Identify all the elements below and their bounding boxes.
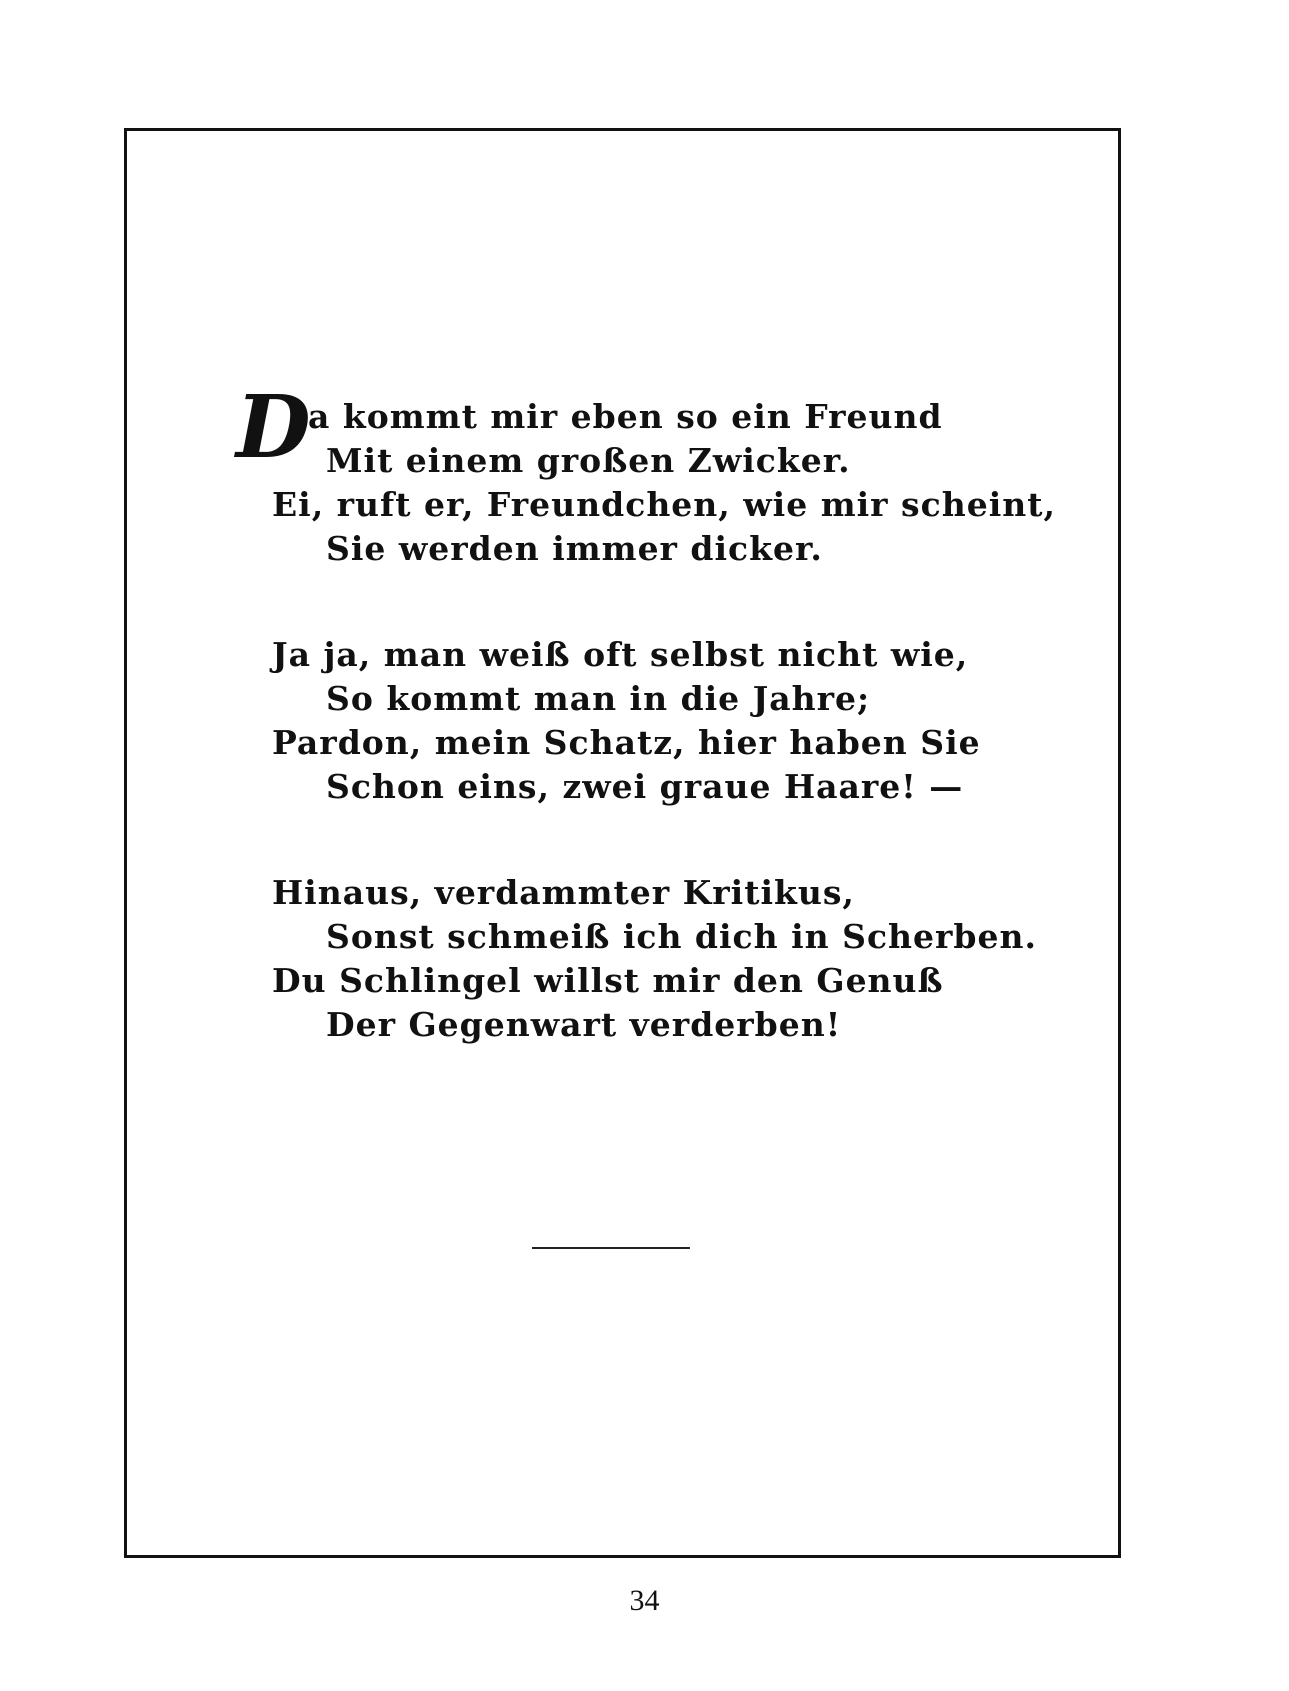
poem-line: Mit einem großen Zwicker. bbox=[326, 441, 851, 480]
page-number: 34 bbox=[629, 1584, 660, 1617]
stanza-2 bbox=[272, 633, 1012, 809]
stanza-3 bbox=[272, 871, 1037, 1047]
poem-line: Ei, ruft er, Freundchen, wie mir scheint, bbox=[272, 485, 1056, 524]
poem-line: So kommt man in die Jahre; bbox=[326, 679, 871, 718]
poem-line: Schon eins, zwei graue Haare! — bbox=[326, 767, 964, 806]
section-divider bbox=[532, 1247, 690, 1249]
poem-line: Sie werden immer dicker. bbox=[326, 529, 823, 568]
poem-line: Hinaus, verdammter Kritikus, bbox=[272, 873, 855, 912]
drop-cap: D bbox=[236, 377, 312, 478]
poem-line: Pardon, mein Schatz, hier haben Sie bbox=[272, 723, 981, 762]
stanza-1 bbox=[236, 377, 1056, 571]
poem bbox=[236, 377, 1056, 1109]
poem-line: Sonst schmeiß ich dich in Scherben. bbox=[326, 917, 1037, 956]
poem-line: Du Schlingel willst mir den Genuß bbox=[272, 961, 944, 1000]
poem-line: Der Gegenwart verderben! bbox=[326, 1005, 842, 1044]
poem-line-text: a kommt mir eben so ein Freund bbox=[308, 397, 943, 436]
poem-line: Ja ja, man weiß oft selbst nicht wie, bbox=[272, 635, 969, 674]
